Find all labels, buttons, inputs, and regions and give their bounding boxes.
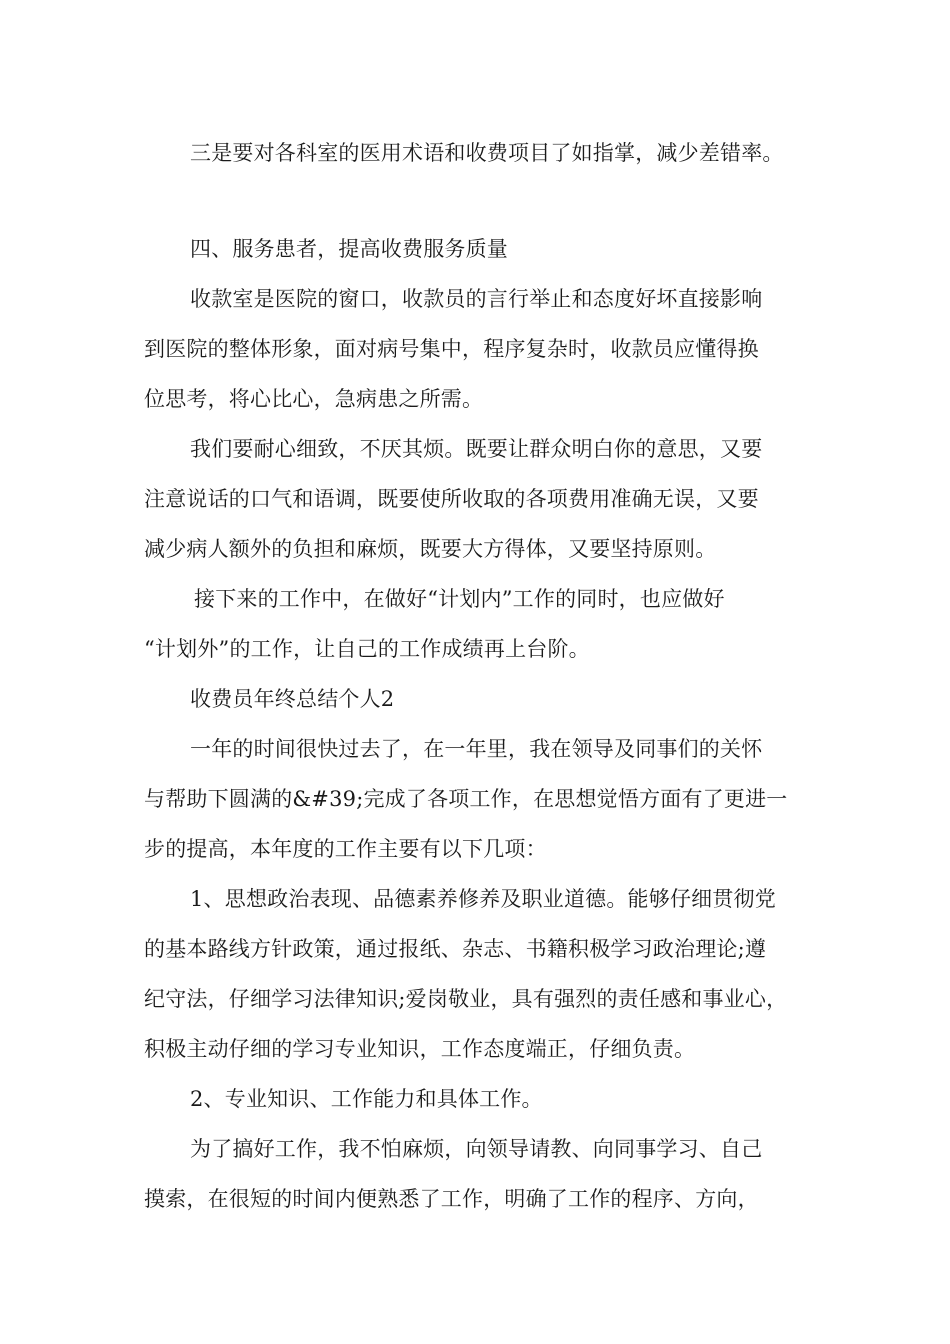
text-line: 我们要耐心细致，不厌其烦。既要让群众明白你的意思，又要 [190, 437, 763, 461]
text-line: 摸索，在很短的时间内便熟悉了工作，明确了工作的程序、方向， [144, 1187, 759, 1211]
text-line: 积极主动仔细的学习专业知识，工作态度端正，仔细负责。 [144, 1037, 696, 1061]
text-line: “计划外”的工作，让自己的工作成绩再上台阶。 [144, 637, 590, 661]
text-line: 为了搞好工作，我不怕麻烦，向领导请教、向同事学习、自己 [190, 1137, 763, 1161]
section-heading: 四、服务患者，提高收费服务质量 [190, 237, 508, 261]
text-line: 三是要对各科室的医用术语和收费项目了如指掌，减少差错率。 [190, 141, 784, 165]
text-line: 位思考，将心比心，急病患之所需。 [144, 387, 484, 411]
text-line: 减少病人额外的负担和麻烦，既要大方得体，又要坚持原则。 [144, 537, 717, 561]
text-line: 与帮助下圆满的&#39;完成了各项工作，在思想觉悟方面有了更进一 [144, 787, 788, 811]
text-line: 1、思想政治表现、品德素养修养及职业道德。能够仔细贯彻党 [190, 887, 776, 911]
text-line: 步的提高，本年度的工作主要有以下几项： [144, 837, 547, 861]
section-heading: 收费员年终总结个人2 [190, 687, 395, 711]
text-line: 一年的时间很快过去了，在一年里，我在领导及同事们的关怀 [190, 737, 763, 761]
section-heading: 2、专业知识、工作能力和具体工作。 [190, 1087, 543, 1111]
text-line: 接下来的工作中，在做好“计划内”工作的同时，也应做好 [194, 587, 725, 611]
text-line: 注意说话的口气和语调，既要使所收取的各项费用准确无误，又要 [144, 487, 759, 511]
text-line: 纪守法，仔细学习法律知识;爱岗敬业，具有强烈的责任感和事业心， [144, 987, 788, 1011]
text-line: 到医院的整体形象，面对病号集中，程序复杂时，收款员应懂得换 [144, 337, 759, 361]
text-line: 收款室是医院的窗口，收款员的言行举止和态度好坏直接影响 [190, 287, 763, 311]
text-line: 的基本路线方针政策，通过报纸、杂志、书籍积极学习政治理论;遵 [144, 937, 767, 961]
